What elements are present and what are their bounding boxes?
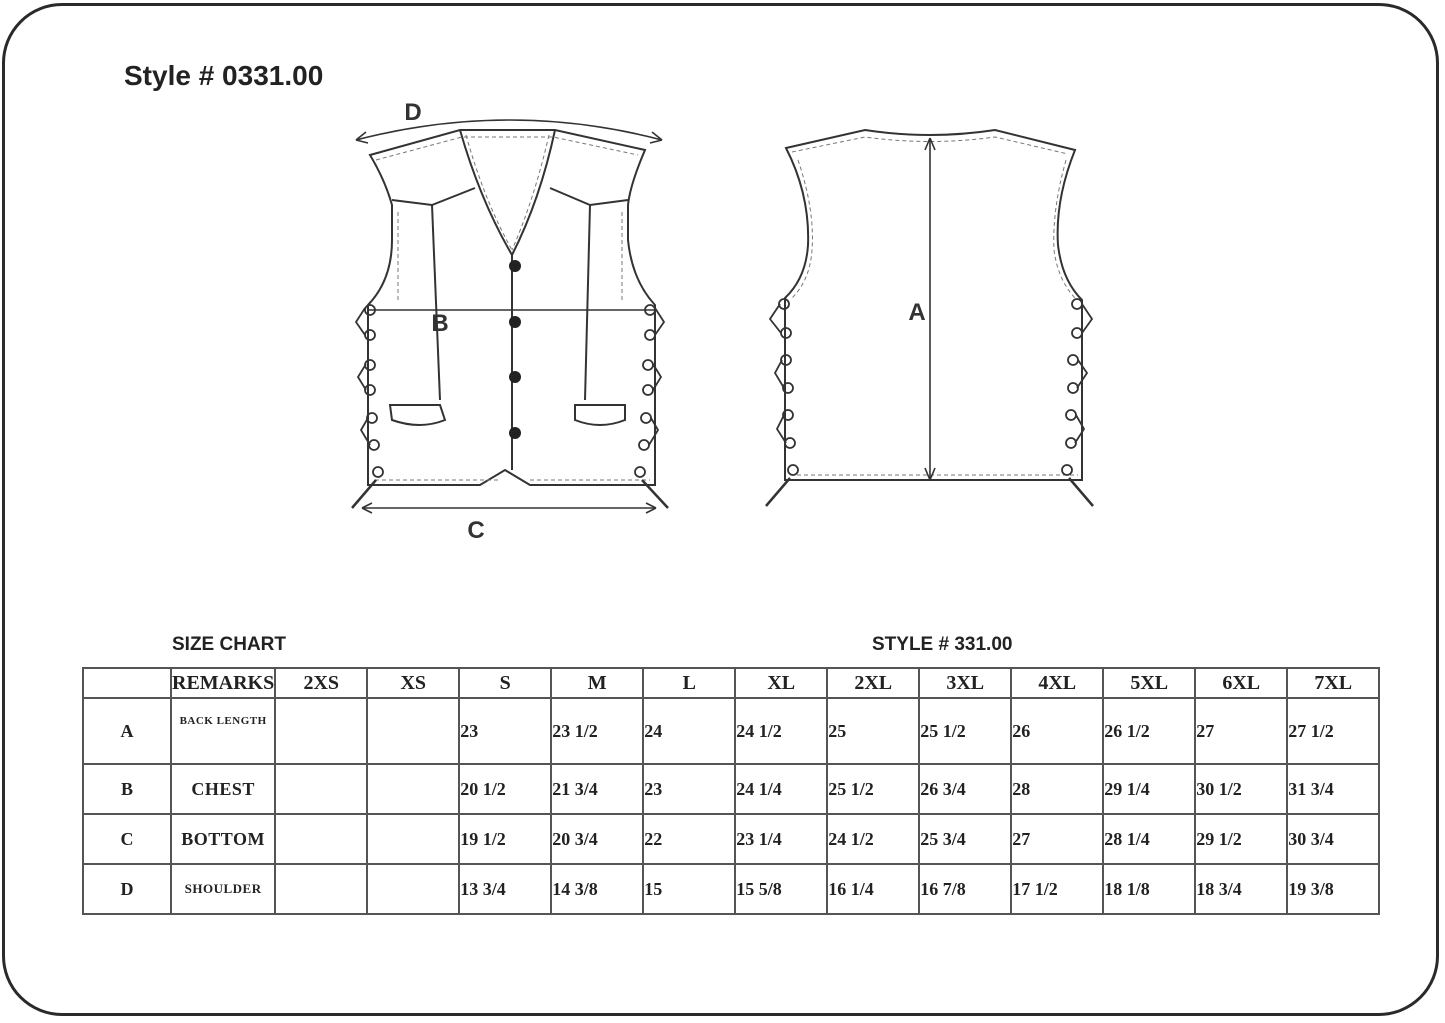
row-letter: D — [83, 864, 171, 914]
label-d: D — [404, 99, 422, 126]
table-cell: 24 1/2 — [827, 814, 919, 864]
table-cell: 29 1/4 — [1103, 764, 1195, 814]
table-cell: 28 — [1011, 764, 1103, 814]
table-cell: 25 1/2 — [919, 698, 1011, 764]
label-a: A — [908, 299, 926, 326]
header-size: 6XL — [1195, 668, 1287, 698]
table-cell: 19 3/8 — [1287, 864, 1379, 914]
table-cell: 27 1/2 — [1287, 698, 1379, 764]
table-row — [83, 814, 1379, 864]
table-cell: 26 1/2 — [1103, 698, 1195, 764]
table-cell: 31 3/4 — [1287, 764, 1379, 814]
table-row — [83, 864, 1379, 914]
table-cell: 23 — [459, 698, 551, 764]
label-b: B — [431, 310, 449, 337]
table-cell: 26 — [1011, 698, 1103, 764]
table-cell: 18 1/8 — [1103, 864, 1195, 914]
row-remark: BOTTOM — [171, 814, 275, 864]
table-header-row — [83, 668, 1379, 698]
style-title: Style # 0331.00 — [124, 60, 324, 91]
row-remark: BACK LENGTH — [171, 698, 275, 764]
table-cell: 27 — [1195, 698, 1287, 764]
table-cell: 18 3/4 — [1195, 864, 1287, 914]
table-cell: 30 1/2 — [1195, 764, 1287, 814]
table-cell: 17 1/2 — [1011, 864, 1103, 914]
table-cell: 23 — [643, 764, 735, 814]
table-cell: 20 1/2 — [459, 764, 551, 814]
header-size: 2XL — [827, 668, 919, 698]
table-cell: 13 3/4 — [459, 864, 551, 914]
table-cell: 23 1/2 — [551, 698, 643, 764]
back-vest-diagram — [760, 120, 1105, 520]
size-chart-table — [82, 667, 1380, 915]
table-cell: 26 3/4 — [919, 764, 1011, 814]
table-cell: 24 — [643, 698, 735, 764]
header-size: 4XL — [1011, 668, 1103, 698]
row-remark: SHOULDER — [171, 864, 275, 914]
header-remarks: REMARKS — [171, 668, 275, 698]
header-size: 2XS — [275, 668, 367, 698]
header-size: L — [643, 668, 735, 698]
header-blank — [83, 668, 171, 698]
table-cell: 21 3/4 — [551, 764, 643, 814]
table-cell: 23 1/4 — [735, 814, 827, 864]
table-cell: 25 3/4 — [919, 814, 1011, 864]
table-cell: 20 3/4 — [551, 814, 643, 864]
table-cell — [275, 698, 367, 764]
table-cell: 22 — [643, 814, 735, 864]
header-size: 3XL — [919, 668, 1011, 698]
size-chart-label: SIZE CHART — [172, 634, 286, 655]
style-number-label: STYLE # 331.00 — [872, 634, 1013, 655]
table-cell: 24 1/4 — [735, 764, 827, 814]
table-row — [83, 698, 1379, 764]
header-size: XS — [367, 668, 459, 698]
header-size: 7XL — [1287, 668, 1379, 698]
table-cell: 30 3/4 — [1287, 814, 1379, 864]
table-cell: 15 5/8 — [735, 864, 827, 914]
row-letter: A — [83, 698, 171, 764]
header-size: M — [551, 668, 643, 698]
table-cell — [367, 698, 459, 764]
header-size: S — [459, 668, 551, 698]
table-cell: 25 1/2 — [827, 764, 919, 814]
row-letter: C — [83, 814, 171, 864]
table-cell: 19 1/2 — [459, 814, 551, 864]
table-cell: 16 1/4 — [827, 864, 919, 914]
front-vest-diagram — [340, 90, 680, 550]
table-cell: 24 1/2 — [735, 698, 827, 764]
row-letter: B — [83, 764, 171, 814]
table-row — [83, 764, 1379, 814]
table-cell — [275, 764, 367, 814]
row-remark: CHEST — [171, 764, 275, 814]
table-cell: 28 1/4 — [1103, 814, 1195, 864]
table-cell — [367, 814, 459, 864]
table-cell: 15 — [643, 864, 735, 914]
table-cell: 29 1/2 — [1195, 814, 1287, 864]
table-cell — [367, 864, 459, 914]
table-cell: 25 — [827, 698, 919, 764]
table-cell — [275, 864, 367, 914]
header-size: XL — [735, 668, 827, 698]
label-c: C — [467, 517, 485, 544]
header-size: 5XL — [1103, 668, 1195, 698]
table-cell: 14 3/8 — [551, 864, 643, 914]
table-cell — [367, 764, 459, 814]
table-cell: 27 — [1011, 814, 1103, 864]
table-cell: 16 7/8 — [919, 864, 1011, 914]
table-cell — [275, 814, 367, 864]
